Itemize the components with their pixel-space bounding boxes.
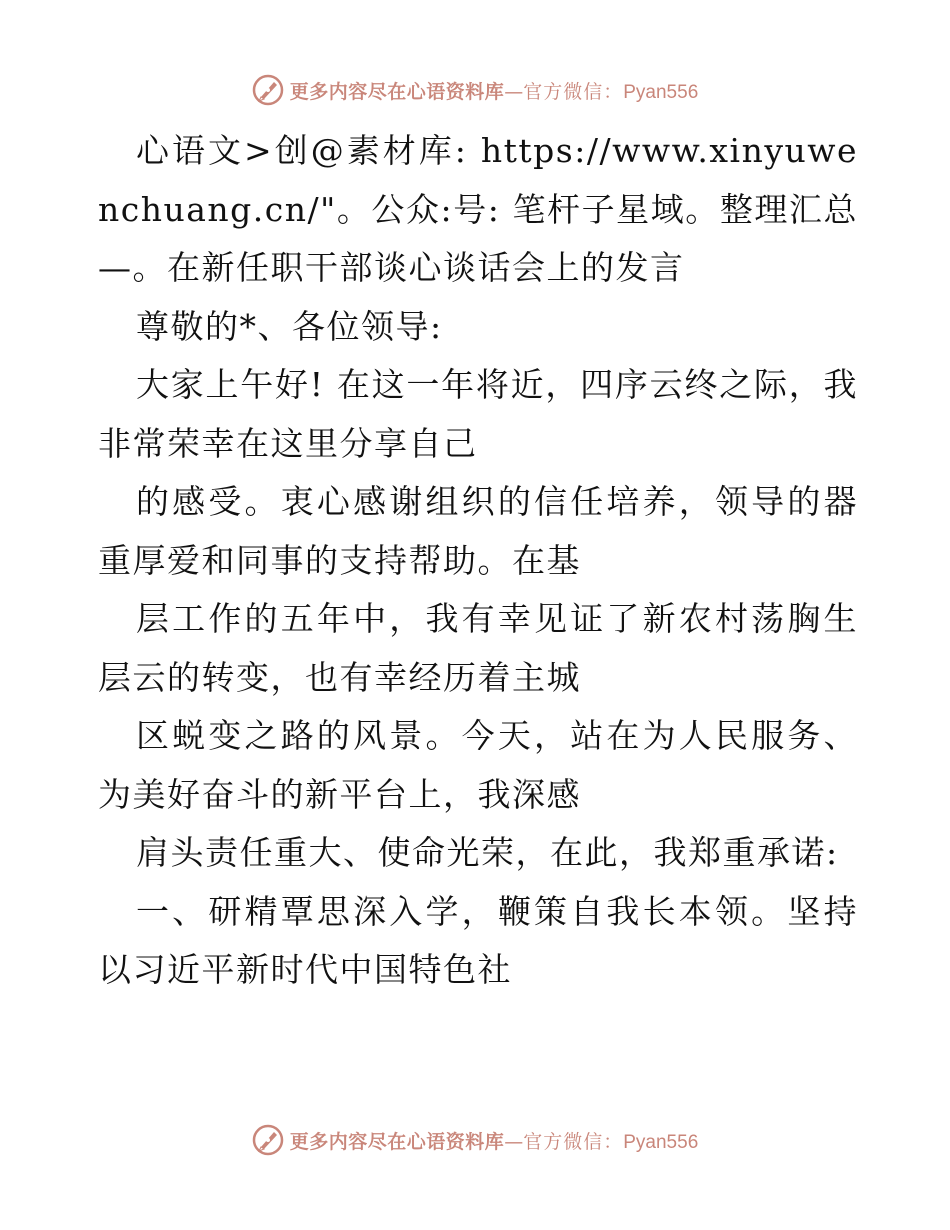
paragraph-new-platform: 区蜕变之路的风景。今天，站在为人民服务、为美好奋斗的新平台上，我深感 (98, 716, 858, 814)
footer-banner-dash: — (504, 1130, 524, 1153)
header-banner-wechat-id: Pyan556 (623, 81, 699, 103)
footer-banner-main: 更多内容尽在心语资料库 (289, 1130, 505, 1153)
footer-banner (0, 1120, 950, 1160)
quill-pen-logo-icon (252, 1124, 284, 1156)
footer-banner-text (290, 1127, 699, 1154)
footer-banner-wechat-id: Pyan556 (623, 1131, 699, 1153)
header-banner-main: 更多内容尽在心语资料库 (289, 80, 505, 103)
paragraph-experience: 层工作的五年中，我有幸见证了新农村荡胸生层云的转变，也有幸经历着主城 (98, 599, 858, 697)
paragraph-greeting: 大家上午好! 在这一年将近，四序云终之际，我非常荣幸在这里分享自己 (98, 365, 858, 463)
paragraph-intro: 心语文>创@素材库: https://www.xinyuwenchuang.cn/"。公众:号: 笔杆子星域。整理汇总—。在新任职干部谈心谈话会上的发言 (98, 131, 858, 287)
paragraph-thanks: 的感受。衷心感谢组织的信任培养，领导的器重厚爱和同事的支持帮助。在基 (98, 482, 858, 580)
paragraph-point-one: 一、研精覃思深入学，鞭策自我长本领。坚持以习近平新时代中国特色社 (98, 891, 858, 989)
paragraph-commitment: 肩头责任重大、使命光荣，在此，我郑重承诺: (136, 833, 839, 872)
quill-pen-logo-icon (252, 74, 284, 106)
header-banner (0, 70, 950, 110)
footer-banner-sub: 官方微信： (523, 1130, 624, 1153)
header-banner-text (290, 77, 699, 104)
header-banner-dash: — (504, 80, 524, 103)
header-banner-sub: 官方微信： (523, 80, 624, 103)
paragraph-salutation: 尊敬的*、各位领导: (136, 306, 443, 346)
document-body (98, 122, 858, 1000)
